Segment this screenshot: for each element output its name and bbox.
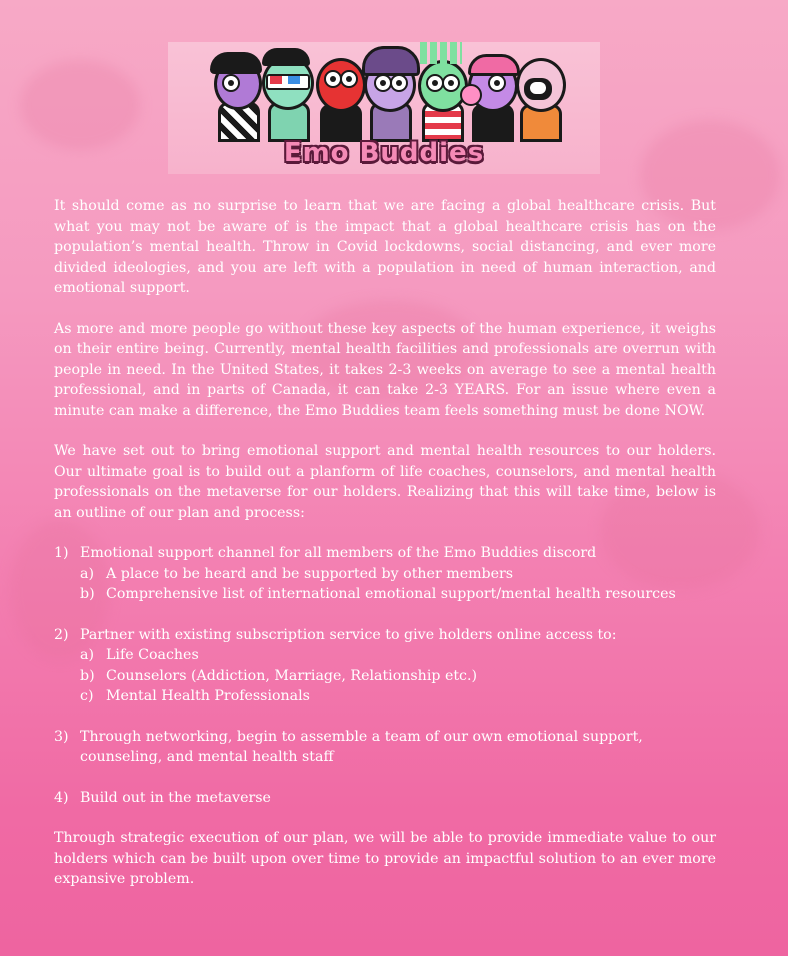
plan-subitem-text: A place to be heard and be supported by other members — [106, 565, 514, 582]
plan-step-3 — [54, 727, 716, 768]
plan-item-number: 4) — [54, 789, 69, 806]
plan-subitem — [54, 645, 716, 666]
plan-item — [54, 625, 716, 646]
plan-subitem-letter: a) — [80, 565, 94, 582]
document-body — [54, 196, 716, 910]
character-spiky-icon — [416, 42, 466, 138]
character-red-icon — [314, 52, 364, 138]
plan-subitem-text: Counselors (Addiction, Marriage, Relationship etc.) — [106, 667, 478, 684]
plan-subitem-letter: c) — [80, 688, 94, 704]
plan-item — [54, 788, 716, 809]
plan-subitem — [54, 564, 716, 585]
plan-item-text: Build out in the metaverse — [80, 789, 271, 806]
plan-step-2 — [54, 625, 716, 707]
goal-paragraph: We have set out to bring emotional support and mental health resources to our holders. Our ultimate goal is to build out a planform of life coaches, counselors, and mental health professionals on the metaverse for our holders. Realizing that this will take time, below is an outline of our plan and process: — [54, 443, 716, 521]
plan-item-number: 1) — [54, 545, 69, 561]
plan-subitem — [54, 686, 716, 707]
character-girl-icon — [212, 52, 262, 138]
plan-subitem — [54, 584, 716, 605]
emo-buddies-logo: Emo Buddies — [283, 138, 485, 168]
context-paragraph: As more and more people go without these key aspects of the human experience, it weighs on their entire being. Currently, mental health facilities and professionals are overrun with people in need. In the United States, it takes 2-3 weeks on average to see a mental health professional, and in parts of Canada, it can take 2-3 YEARS. For an issue where even a minute can make a difference, the Emo Buddies team feels something must be done NOW. — [54, 320, 716, 419]
plan-item-text: Through networking, begin to assemble a team of our own emotional support, counseling, and mental health staff — [80, 728, 643, 765]
plan-subitem-text: Comprehensive list of international emotional support/mental health resources — [106, 586, 676, 602]
plan-step-4 — [54, 788, 716, 809]
emo-buddies-banner — [168, 42, 600, 174]
plan-item-text: Emotional support channel for all members of the Emo Buddies discord — [80, 545, 597, 561]
plan-item — [54, 543, 716, 564]
plan-item-number: 2) — [54, 626, 69, 643]
plan-subitem-letter: b) — [80, 586, 95, 602]
plan-subitem-text: Mental Health Professionals — [106, 688, 310, 704]
plan-step-1 — [54, 543, 716, 605]
closing-paragraph: Through strategic execution of our plan, we will be able to provide immediate value to our holders which can be built upon over time to provide an impactful solution to an ever more expansive problem. — [54, 830, 716, 887]
character-beanie-icon — [362, 44, 414, 138]
plan-item — [54, 727, 716, 768]
plan-item-text: Partner with existing subscription service to give holders online access to: — [80, 626, 617, 643]
intro-paragraph: It should come as no surprise to learn that we are facing a global healthcare crisis. But what you may not be aware of is the impact that a global healthcare crisis has on the population’s mental health. Throw in Covid lockdowns, social distancing, and ever more divided ideologies, and you are left with a population in need of human interaction, and emotional support. — [54, 198, 716, 296]
character-gasmask-icon — [514, 52, 564, 138]
plan-item-number: 3) — [54, 728, 69, 745]
plan-subitem-letter: a) — [80, 647, 94, 663]
character-glasses-icon — [260, 48, 312, 138]
background-blot — [20, 60, 140, 150]
plan-subitem — [54, 666, 716, 687]
character-bubblegum-icon — [466, 50, 516, 138]
plan-subitem-text: Life Coaches — [106, 647, 199, 663]
plan-subitem-letter: b) — [80, 667, 95, 684]
